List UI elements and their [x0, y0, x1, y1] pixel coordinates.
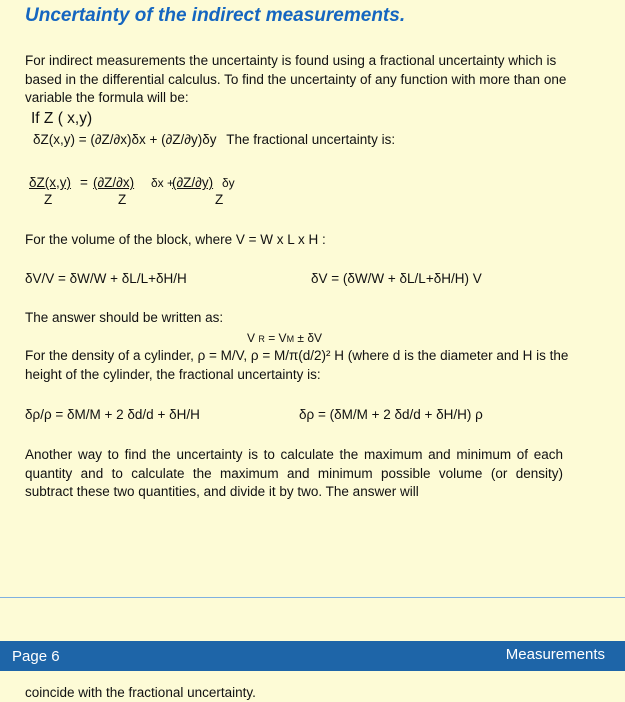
intro-paragraph: For indirect measurements the uncertainty is found using a fractional uncertainty which is based in the differential calculus. To find the uncertainty of any function with more than one variable the formula will be: [25, 53, 567, 105]
page-footer [0, 641, 625, 671]
footer-page-number: Page 6 [12, 648, 60, 665]
frac-denominator: Z [215, 192, 224, 207]
if-line: If Z ( x,y) [31, 110, 93, 127]
frac-equals: = [80, 175, 88, 190]
volume-absolute-formula: δV = (δW/W + δL/L+δH/H) V [311, 271, 482, 286]
frac-denominator: Z [118, 192, 127, 207]
answer-intro: The answer should be written as: [25, 310, 224, 325]
frac-term2-tail: δy [222, 176, 235, 190]
frac-term1-tail: δx + [151, 176, 175, 190]
page-title: Uncertainty of the indirect measurements. [25, 5, 406, 26]
answer-eq: = V [268, 331, 287, 345]
volume-intro: For the volume of the block, where V = W x L x H : [25, 232, 326, 247]
frac-term1-numerator: (∂Z/∂x) [93, 175, 135, 190]
density-intro: For the density of a cylinder, ρ = M/V, ρ = M/π(d/2)² H (where d is the diameter and H is the height of the cylinder, the fractional uncertainty is: [25, 348, 569, 382]
density-relative-formula: δρ/ρ = δM/M + 2 δd/d + δH/H [25, 407, 200, 422]
another-way-paragraph: Another way to find the uncertainty is to calculate the maximum and minimum of each quantity and to calculate the maximum and minimum possible volume (or density) subtract these two quantities, and divide it by two. The answer will [25, 447, 563, 499]
dz-formula [33, 131, 395, 149]
frac-lhs-numerator: δZ(x,y) [29, 175, 72, 190]
divider-line [0, 597, 625, 598]
continuation-text: coincide with the fractional uncertainty. [25, 685, 256, 700]
answer-pm: ± δV [297, 331, 323, 345]
answer-sub-m: M [286, 334, 295, 344]
dz-formula-text: δZ(x,y) = (∂Z/∂x)δx + (∂Z/∂y)δy [33, 132, 217, 147]
answer-sub-r: R [258, 334, 265, 344]
frac-denominator: Z [44, 192, 53, 207]
density-absolute-formula: δρ = (δM/M + 2 δd/d + δH/H) ρ [299, 407, 483, 422]
answer-v: V [247, 331, 256, 345]
answer-formula [247, 329, 322, 348]
volume-relative-formula: δV/V = δW/W + δL/L+δH/H [25, 271, 187, 286]
frac-term2-numerator: (∂Z/∂y) [172, 175, 214, 190]
fractional-label: The fractional uncertainty is: [226, 132, 396, 147]
footer-section: Measurements [505, 646, 605, 663]
